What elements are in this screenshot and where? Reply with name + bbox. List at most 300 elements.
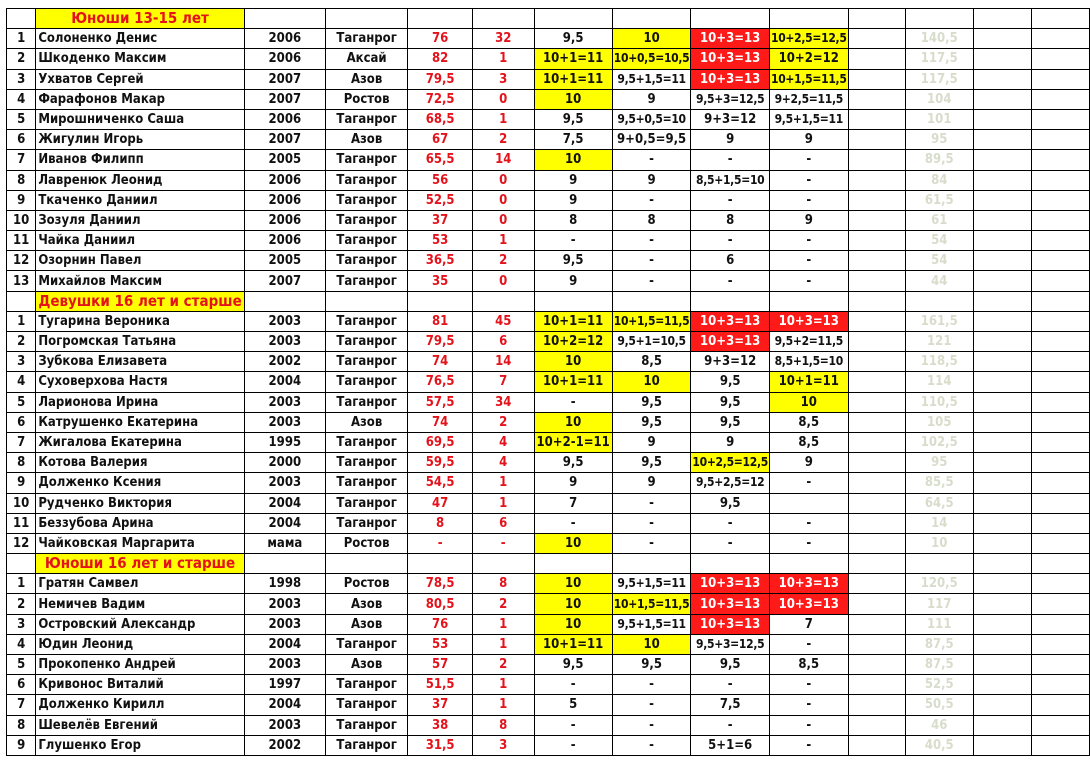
city-cell: Азов <box>325 412 407 432</box>
round-cell: - <box>612 190 691 210</box>
name-cell: Лавренюк Леонид <box>36 170 244 190</box>
empty-cell <box>973 170 1031 190</box>
city-cell: Таганрог <box>325 231 407 251</box>
round-cell: 10 <box>534 352 612 372</box>
round-cell: 9 <box>612 473 691 493</box>
city-cell: Таганрог <box>325 109 407 129</box>
round-cell: 8 <box>691 210 770 230</box>
round-cell: 9 <box>691 432 770 452</box>
round-cell: 10+3=13 <box>691 29 770 49</box>
score-a-cell: 57,5 <box>408 392 473 412</box>
round-cell: 10 <box>534 533 612 553</box>
empty-cell <box>534 291 612 311</box>
empty-cell <box>848 513 905 533</box>
table-row <box>7 695 1090 715</box>
round-cell: 9 <box>769 453 848 473</box>
name-cell: Рудченко Виктория <box>36 493 244 513</box>
score-a-cell: 69,5 <box>408 432 473 452</box>
round-cell: 8 <box>612 210 691 230</box>
round-cell: 9 <box>534 190 612 210</box>
empty-cell <box>612 291 691 311</box>
table-row <box>7 675 1090 695</box>
round-cell: 9 <box>534 170 612 190</box>
round-cell: 8 <box>534 210 612 230</box>
score-b-cell: 2 <box>472 251 534 271</box>
total-cell: 118,5 <box>906 352 973 372</box>
round-cell: 10+3=13 <box>691 49 770 69</box>
empty-cell <box>7 9 36 29</box>
total-cell: 61,5 <box>906 190 973 210</box>
score-a-cell: 65,5 <box>408 150 473 170</box>
name-cell: Суховерхова Настя <box>36 372 244 392</box>
score-a-cell: 53 <box>408 634 473 654</box>
empty-cell <box>1031 251 1089 271</box>
round-cell: - <box>612 513 691 533</box>
empty-cell <box>848 69 905 89</box>
table-row <box>7 210 1090 230</box>
empty-cell <box>973 634 1031 654</box>
year-cell: 2003 <box>244 594 325 614</box>
city-cell: Азов <box>325 614 407 634</box>
empty-cell <box>1031 675 1089 695</box>
round-cell: - <box>769 190 848 210</box>
empty-cell <box>973 554 1031 574</box>
city-cell: Ростов <box>325 574 407 594</box>
empty-cell <box>973 49 1031 69</box>
empty-cell <box>848 291 905 311</box>
score-b-cell: 1 <box>472 493 534 513</box>
empty-cell <box>906 554 973 574</box>
empty-cell <box>848 271 905 291</box>
score-b-cell: 1 <box>472 49 534 69</box>
name-cell: Михайлов Максим <box>36 271 244 291</box>
city-cell: Таганрог <box>325 453 407 473</box>
empty-cell <box>973 251 1031 271</box>
table-row <box>7 574 1090 594</box>
year-cell: 1998 <box>244 574 325 594</box>
round-cell: 10 <box>534 594 612 614</box>
place-cell: 3 <box>7 352 36 372</box>
name-cell: Солоненко Денис <box>36 29 244 49</box>
round-cell: 9,5+1,5=11 <box>612 614 691 634</box>
empty-cell <box>848 453 905 473</box>
empty-cell <box>1031 513 1089 533</box>
round-cell: 10 <box>534 614 612 634</box>
table-row <box>7 432 1090 452</box>
score-a-cell: 37 <box>408 695 473 715</box>
empty-cell <box>973 513 1031 533</box>
empty-cell <box>848 372 905 392</box>
place-cell: 3 <box>7 69 36 89</box>
round-cell: 9 <box>534 271 612 291</box>
city-cell: Таганрог <box>325 372 407 392</box>
year-cell: 2005 <box>244 150 325 170</box>
round-cell: 7 <box>769 614 848 634</box>
score-a-cell: - <box>408 533 473 553</box>
empty-cell <box>906 9 973 29</box>
empty-cell <box>769 9 848 29</box>
round-cell: 10 <box>534 412 612 432</box>
name-cell: Юдин Леонид <box>36 634 244 654</box>
round-cell: - <box>534 513 612 533</box>
year-cell: 2002 <box>244 735 325 755</box>
score-b-cell: 7 <box>472 372 534 392</box>
empty-cell <box>472 9 534 29</box>
place-cell: 8 <box>7 170 36 190</box>
round-cell: 9 <box>612 89 691 109</box>
round-cell: - <box>691 513 770 533</box>
name-cell: Шевелёв Евгений <box>36 715 244 735</box>
city-cell: Ростов <box>325 89 407 109</box>
empty-cell <box>848 109 905 129</box>
total-cell: 140,5 <box>906 29 973 49</box>
empty-cell <box>906 291 973 311</box>
round-cell: - <box>769 251 848 271</box>
score-b-cell: 45 <box>472 311 534 331</box>
score-a-cell: 37 <box>408 210 473 230</box>
empty-cell <box>1031 109 1089 129</box>
empty-cell <box>848 311 905 331</box>
round-cell: 9,5+3=12,5 <box>691 89 770 109</box>
score-b-cell: 3 <box>472 735 534 755</box>
year-cell: 2006 <box>244 231 325 251</box>
score-a-cell: 31,5 <box>408 735 473 755</box>
empty-cell <box>973 89 1031 109</box>
year-cell: 2007 <box>244 271 325 291</box>
score-a-cell: 78,5 <box>408 574 473 594</box>
score-a-cell: 47 <box>408 493 473 513</box>
score-a-cell: 76 <box>408 614 473 634</box>
empty-cell <box>973 311 1031 331</box>
place-cell: 4 <box>7 89 36 109</box>
empty-cell <box>848 554 905 574</box>
score-b-cell: 2 <box>472 130 534 150</box>
total-cell: 10 <box>906 533 973 553</box>
round-cell: 10+1=11 <box>769 372 848 392</box>
empty-cell <box>691 9 770 29</box>
score-a-cell: 35 <box>408 271 473 291</box>
empty-cell <box>1031 634 1089 654</box>
score-b-cell: 1 <box>472 695 534 715</box>
empty-cell <box>848 533 905 553</box>
empty-cell <box>848 392 905 412</box>
place-cell: 7 <box>7 432 36 452</box>
empty-cell <box>973 493 1031 513</box>
score-b-cell: 2 <box>472 594 534 614</box>
round-cell: 6 <box>691 251 770 271</box>
score-b-cell: 1 <box>472 634 534 654</box>
score-b-cell: - <box>472 533 534 553</box>
round-cell: 9,5 <box>534 251 612 271</box>
city-cell: Таганрог <box>325 29 407 49</box>
score-a-cell: 82 <box>408 49 473 69</box>
year-cell: мама <box>244 533 325 553</box>
empty-cell <box>973 574 1031 594</box>
table-row <box>7 271 1090 291</box>
empty-cell <box>848 675 905 695</box>
empty-cell <box>848 49 905 69</box>
place-cell: 7 <box>7 695 36 715</box>
round-cell: 5+1=6 <box>691 735 770 755</box>
round-cell: 9,5+1=10,5 <box>612 332 691 352</box>
empty-cell <box>973 271 1031 291</box>
round-cell: - <box>769 675 848 695</box>
empty-cell <box>973 695 1031 715</box>
empty-cell <box>973 29 1031 49</box>
total-cell: 40,5 <box>906 735 973 755</box>
city-cell: Таганрог <box>325 513 407 533</box>
name-cell: Фарафонов Макар <box>36 89 244 109</box>
empty-cell <box>769 291 848 311</box>
city-cell: Таганрог <box>325 493 407 513</box>
round-cell: 10+1=11 <box>534 69 612 89</box>
total-cell: 110,5 <box>906 392 973 412</box>
name-cell: Ухватов Сергей <box>36 69 244 89</box>
place-cell: 9 <box>7 190 36 210</box>
empty-cell <box>1031 554 1089 574</box>
round-cell: - <box>612 675 691 695</box>
score-b-cell: 4 <box>472 453 534 473</box>
round-cell: 10 <box>612 634 691 654</box>
round-cell: - <box>612 231 691 251</box>
empty-cell <box>1031 594 1089 614</box>
round-cell: 8,5 <box>769 412 848 432</box>
empty-cell <box>973 735 1031 755</box>
empty-cell <box>1031 9 1089 29</box>
round-cell: 9,5 <box>691 493 770 513</box>
empty-cell <box>1031 150 1089 170</box>
score-a-cell: 54,5 <box>408 473 473 493</box>
place-cell: 2 <box>7 332 36 352</box>
year-cell: 2006 <box>244 109 325 129</box>
score-b-cell: 14 <box>472 150 534 170</box>
table-row <box>7 735 1090 755</box>
round-cell: - <box>769 473 848 493</box>
year-cell: 2005 <box>244 251 325 271</box>
table-row <box>7 150 1090 170</box>
table-row <box>7 594 1090 614</box>
empty-cell <box>1031 231 1089 251</box>
score-a-cell: 57 <box>408 655 473 675</box>
total-cell: 117,5 <box>906 49 973 69</box>
name-cell: Островский Александр <box>36 614 244 634</box>
name-cell: Жигулин Игорь <box>36 130 244 150</box>
empty-cell <box>1031 332 1089 352</box>
city-cell: Таганрог <box>325 332 407 352</box>
total-cell: 117,5 <box>906 69 973 89</box>
empty-cell <box>1031 49 1089 69</box>
score-a-cell: 38 <box>408 715 473 735</box>
total-cell: 87,5 <box>906 655 973 675</box>
empty-cell <box>7 554 36 574</box>
round-cell: 10+2=12 <box>769 49 848 69</box>
empty-cell <box>848 352 905 372</box>
empty-cell <box>973 130 1031 150</box>
total-cell: 44 <box>906 271 973 291</box>
round-cell: 9,5 <box>691 372 770 392</box>
score-a-cell: 51,5 <box>408 675 473 695</box>
table-row <box>7 89 1090 109</box>
year-cell: 2007 <box>244 130 325 150</box>
round-cell: - <box>612 493 691 513</box>
city-cell: Таганрог <box>325 473 407 493</box>
empty-cell <box>325 9 407 29</box>
empty-cell <box>973 594 1031 614</box>
empty-cell <box>534 554 612 574</box>
year-cell: 2003 <box>244 715 325 735</box>
empty-cell <box>325 554 407 574</box>
score-b-cell: 1 <box>472 675 534 695</box>
round-cell <box>769 493 848 513</box>
empty-cell <box>691 291 770 311</box>
round-cell: 10+2=12 <box>534 332 612 352</box>
empty-cell <box>848 735 905 755</box>
place-cell: 9 <box>7 473 36 493</box>
round-cell: - <box>534 735 612 755</box>
year-cell: 2004 <box>244 372 325 392</box>
empty-cell <box>848 695 905 715</box>
name-cell: Мирошниченко Саша <box>36 109 244 129</box>
name-cell: Озорнин Павел <box>36 251 244 271</box>
round-cell: 9,5+1,5=11 <box>769 109 848 129</box>
table-row <box>7 49 1090 69</box>
table-row <box>7 231 1090 251</box>
round-cell: 10+3=13 <box>769 311 848 331</box>
table-row <box>7 533 1090 553</box>
empty-cell <box>973 69 1031 89</box>
place-cell: 3 <box>7 614 36 634</box>
empty-cell <box>1031 29 1089 49</box>
year-cell: 2006 <box>244 190 325 210</box>
year-cell: 2004 <box>244 513 325 533</box>
name-cell: Жигалова Екатерина <box>36 432 244 452</box>
place-cell: 13 <box>7 271 36 291</box>
empty-cell <box>1031 432 1089 452</box>
year-cell: 2004 <box>244 695 325 715</box>
table-row <box>7 332 1090 352</box>
round-cell: 9,5 <box>691 392 770 412</box>
year-cell: 2000 <box>244 453 325 473</box>
round-cell: - <box>612 533 691 553</box>
round-cell: 10 <box>534 574 612 594</box>
round-cell: 10+3=13 <box>769 574 848 594</box>
table-row <box>7 372 1090 392</box>
year-cell: 2007 <box>244 69 325 89</box>
round-cell: 10 <box>612 29 691 49</box>
year-cell: 2003 <box>244 412 325 432</box>
round-cell: - <box>769 271 848 291</box>
round-cell: 7 <box>534 493 612 513</box>
round-cell: 10+0,5=10,5 <box>612 49 691 69</box>
city-cell: Аксай <box>325 49 407 69</box>
table-row <box>7 634 1090 654</box>
city-cell: Таганрог <box>325 190 407 210</box>
name-cell: Зозуля Даниил <box>36 210 244 230</box>
year-cell: 2004 <box>244 634 325 654</box>
round-cell: - <box>769 231 848 251</box>
name-cell: Чайковская Маргарита <box>36 533 244 553</box>
empty-cell <box>848 594 905 614</box>
table-row <box>7 473 1090 493</box>
round-cell: - <box>534 675 612 695</box>
empty-cell <box>973 614 1031 634</box>
round-cell: 9 <box>534 473 612 493</box>
name-cell: Погромская Татьяна <box>36 332 244 352</box>
empty-cell <box>848 190 905 210</box>
empty-cell <box>848 473 905 493</box>
score-b-cell: 32 <box>472 29 534 49</box>
table-row <box>7 614 1090 634</box>
city-cell: Таганрог <box>325 210 407 230</box>
empty-cell <box>244 9 325 29</box>
place-cell: 11 <box>7 513 36 533</box>
round-cell: - <box>769 150 848 170</box>
round-cell: 9,5 <box>534 29 612 49</box>
score-b-cell: 1 <box>472 231 534 251</box>
round-cell: - <box>769 735 848 755</box>
total-cell: 104 <box>906 89 973 109</box>
score-a-cell: 76,5 <box>408 372 473 392</box>
round-cell: 7,5 <box>534 130 612 150</box>
empty-cell <box>472 554 534 574</box>
round-cell: - <box>769 170 848 190</box>
place-cell: 4 <box>7 372 36 392</box>
total-cell: 89,5 <box>906 150 973 170</box>
section-title: Девушки 16 лет и старше <box>36 291 244 311</box>
place-cell: 5 <box>7 392 36 412</box>
empty-cell <box>848 210 905 230</box>
round-cell: 10+3=13 <box>769 594 848 614</box>
round-cell: - <box>612 735 691 755</box>
place-cell: 6 <box>7 412 36 432</box>
round-cell: 10 <box>612 372 691 392</box>
empty-cell <box>973 655 1031 675</box>
empty-cell <box>1031 655 1089 675</box>
empty-cell <box>244 291 325 311</box>
name-cell: Ткаченко Даниил <box>36 190 244 210</box>
section-header-row <box>7 554 1090 574</box>
round-cell: - <box>691 150 770 170</box>
table-row <box>7 130 1090 150</box>
total-cell: 111 <box>906 614 973 634</box>
empty-cell <box>973 150 1031 170</box>
round-cell: 10+3=13 <box>691 332 770 352</box>
total-cell: 95 <box>906 130 973 150</box>
city-cell: Таганрог <box>325 675 407 695</box>
score-a-cell: 53 <box>408 231 473 251</box>
round-cell: 8,5 <box>612 352 691 372</box>
place-cell: 8 <box>7 453 36 473</box>
round-cell: 9,5+1,5=11 <box>612 574 691 594</box>
total-cell: 84 <box>906 170 973 190</box>
place-cell: 1 <box>7 574 36 594</box>
place-cell: 7 <box>7 150 36 170</box>
round-cell: 10+3=13 <box>691 574 770 594</box>
empty-cell <box>1031 473 1089 493</box>
place-cell: 4 <box>7 634 36 654</box>
empty-cell <box>244 554 325 574</box>
round-cell: 8,5+1,5=10 <box>691 170 770 190</box>
table-row <box>7 655 1090 675</box>
round-cell: 9,5 <box>534 453 612 473</box>
place-cell: 8 <box>7 715 36 735</box>
empty-cell <box>973 109 1031 129</box>
place-cell: 12 <box>7 251 36 271</box>
round-cell: 10 <box>534 89 612 109</box>
score-b-cell: 0 <box>472 170 534 190</box>
empty-cell <box>1031 69 1089 89</box>
name-cell: Тугарина Вероника <box>36 311 244 331</box>
